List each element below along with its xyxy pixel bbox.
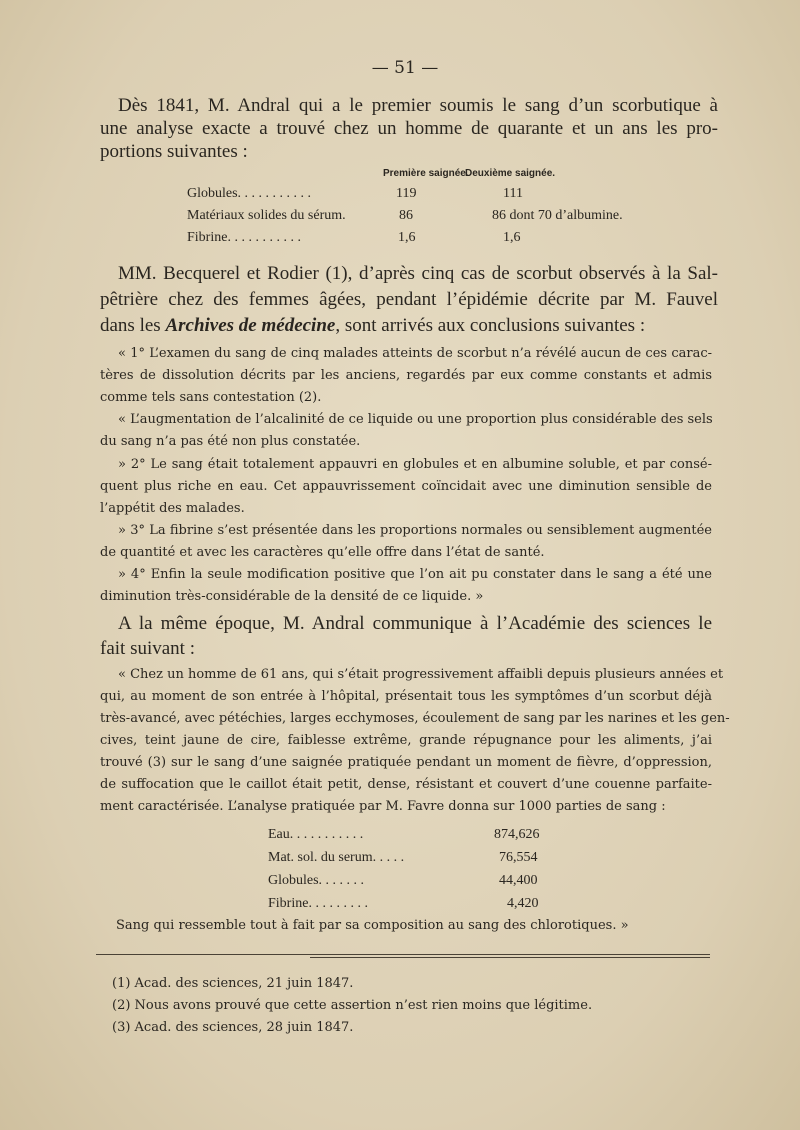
footnote-rule [96,954,710,955]
quote2-line: trouvé (3) sur le sang d’une saignée pratiquée pendant un moment de fièvre, d’oppression, [100,755,712,770]
table1-row-v2: 1,6 [503,230,521,245]
quote1-line: du sang n’a pas été non plus constatée. [100,434,361,449]
table1-row-v2: 111 [503,186,523,201]
closing-line: Sang qui ressemble tout à fait par sa composition au sang des chlorotiques. » [116,918,629,933]
para2-line-3 [100,315,645,337]
table2-value: 76,554 [499,850,538,865]
archives-title: Archives de médecine [165,315,336,336]
quote2-line: de suffocation que le caillot était petit, dense, résistant et couvert d’une couenne parfaite- [100,777,712,792]
footnote-3: (3) Acad. des sciences, 28 juin 1847. [112,1020,354,1035]
para2-line-3-pre: dans les [100,315,166,336]
quote1-line: » 2° Le sang était totalement appauvri en globules et en albumine soluble, et par consé- [118,457,712,472]
page-number: — 51 — [371,58,439,78]
footnote-rule-double [310,957,710,958]
table2-label: Globules. . . . . . . [268,873,365,888]
table1-row-v1: 86 [399,208,413,223]
footnote-2: (2) Nous avons prouvé que cette assertion n’est rien moins que légitime. [112,998,593,1013]
table2-label: Mat. sol. du serum. . . . . [268,850,405,865]
quote1-line: quent plus riche en eau. Cet appauvrissement coïncidait avec une diminution sensible de [100,479,712,494]
table1-row-label: Fibrine. . . . . . . . . . . [187,230,301,245]
quote2-line: « Chez un homme de 61 ans, qui s’était progressivement affaibli depuis plusieurs années et [118,667,724,682]
para3-line-2: fait suivant : [100,638,195,659]
para2-line-1: MM. Becquerel et Rodier (1), d’après cinq cas de scorbut observés à la Sal- [118,263,718,284]
quote1-line: de quantité et avec les caractères qu’elle offre dans l’état de santé. [100,545,545,560]
quote2-line: très-avancé, avec pétéchies, larges ecchymoses, écoulement de sang par les narines et les gen- [100,711,730,726]
quote1-line: l’appétit des malades. [100,501,245,516]
table1-row-v1: 119 [396,186,417,201]
quote1-line: » 4° Enfin la seule modification positive que l’on ait pu constater dans le sang a été une [118,567,712,582]
table2-value: 4,420 [507,896,539,911]
table2-value: 44,400 [499,873,538,888]
quote2-line: qui, au moment de son entrée à l’hôpital, présentait tous les symptômes d’un scorbut déjà [100,689,712,704]
quote1-line: tères de dissolution décrits par les anciens, regardés par eux comme constants et admis [100,368,712,383]
para3-line-1: A la même époque, M. Andral communique à l’Académie des sciences le [118,613,712,634]
quote1-line: comme tels sans contestation (2). [100,390,322,405]
intro-line-1: Dès 1841, M. Andral qui a le premier soumis le sang d’un scorbutique à [118,95,718,116]
para2-line-2: pêtrière chez des femmes âgées, pendant l’épidémie décrite par M. Fauvel [100,289,718,310]
para2-line-3-post: , sont arrivés aux conclusions suivantes : [335,315,646,336]
table1-row-v1: 1,6 [398,230,416,245]
table1-row-label: Globules. . . . . . . . . . . [187,186,312,201]
quote2-line: ment caractérisée. L’analyse pratiquée par M. Favre donna sur 1000 parties de sang : [100,799,666,814]
quote1-line: « L’augmentation de l’alcalinité de ce liquide ou une proportion plus considérable des sels [118,412,713,427]
intro-line-2: une analyse exacte a trouvé chez un homme de quarante et un ans les pro- [100,118,718,139]
quote1-line: diminution très-considérable de la densité de ce liquide. » [100,589,484,604]
table1-row-v2: 86 dont 70 d’albumine. [492,208,623,223]
quote1-line: » 3° La fibrine s’est présentée dans les proportions normales ou sensiblement augmentée [118,523,712,538]
quote1-line: « 1° L’examen du sang de cinq malades atteints de scorbut n’a révélé aucun de ces carac- [118,346,712,361]
table1-row-label: Matériaux solides du sérum. [187,208,346,223]
footnote-1: (1) Acad. des sciences, 21 juin 1847. [112,976,354,991]
intro-line-3: portions suivantes : [100,141,248,162]
table1-header-first: Première saignée. [383,168,469,179]
quote2-line: cives, teint jaune de cire, faiblesse extrême, grande répugnance pour les aliments, j’ai [100,733,712,748]
table2-label: Fibrine. . . . . . . . . [268,896,368,911]
table1-header-second: Deuxième saignée. [465,168,556,179]
table2-label: Eau. . . . . . . . . . . [268,827,364,842]
table2-value: 874,626 [494,827,540,842]
